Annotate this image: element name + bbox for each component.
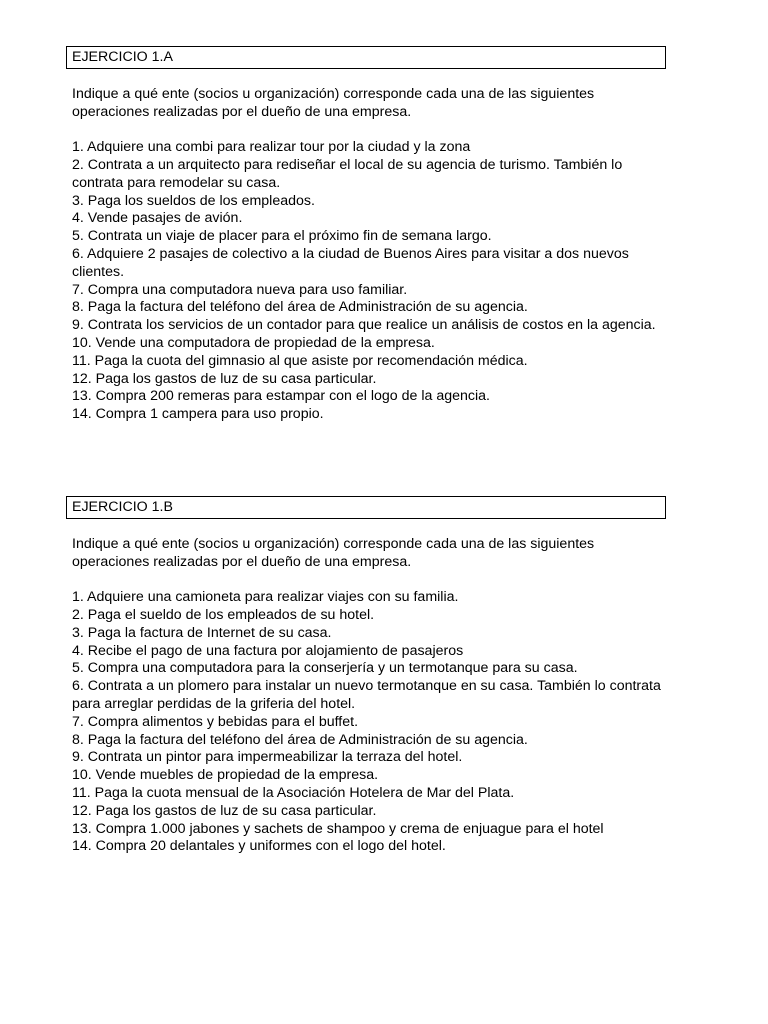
exercise-title: EJERCICIO 1.B	[72, 499, 173, 515]
list-item: 13. Compra 200 remeras para estampar con el logo de la agencia.	[72, 388, 490, 405]
list-item: 4. Vende pasajes de avión.	[72, 210, 243, 227]
list-item: 11. Paga la cuota del gimnasio al que asiste por recomendación médica.	[72, 352, 528, 369]
list-item: 7. Compra una computadora nueva para uso familiar.	[72, 281, 408, 298]
list-item: 6. Contrata a un plomero para instalar un nuevo termotanque en su casa. También lo contrata para arreglar perdidas de la griferia del hotel.	[72, 678, 661, 712]
list-item: 7. Compra alimentos y bebidas para el buffet.	[72, 713, 359, 730]
list-item: 14. Compra 20 delantales y uniformes con el logo del hotel.	[72, 838, 446, 855]
list-item: 10. Vende muebles de propiedad de la empresa.	[72, 767, 379, 784]
list-item: 5. Compra una computadora para la conserjería y un termotanque para su casa.	[72, 660, 578, 677]
list-item: 6. Adquiere 2 pasajes de colectivo a la ciudad de Buenos Aires para visitar a dos nuevos clientes.	[72, 245, 629, 280]
exercise-title-box	[66, 496, 666, 519]
list-item: 8. Paga la factura del teléfono del área de Administración de su agencia.	[72, 299, 528, 316]
exercise-section-b	[66, 496, 666, 856]
list-item: 9. Contrata un pintor para impermeabilizar la terraza del hotel.	[72, 749, 463, 766]
list-item: 12. Paga los gastos de luz de su casa particular.	[72, 802, 377, 819]
list-item: 3. Paga la factura de Internet de su casa.	[72, 624, 332, 641]
exercise-items-list	[66, 139, 666, 424]
list-item: 8. Paga la factura del teléfono del área de Administración de su agencia.	[72, 731, 528, 748]
list-item: 5. Contrata un viaje de placer para el próximo fin de semana largo.	[72, 228, 492, 245]
list-item: 1. Adquiere una combi para realizar tour por la ciudad y la zona	[72, 139, 471, 156]
list-item: 11. Paga la cuota mensual de la Asociación Hotelera de Mar del Plata.	[72, 784, 515, 801]
list-item: 1. Adquiere una camioneta para realizar viajes con su familia.	[72, 589, 459, 606]
exercise-items-list	[66, 589, 666, 856]
exercise-instructions: Indique a qué ente (socios u organización) corresponde cada una de las siguientes operaciones realizadas por el dueño de una empresa.	[72, 86, 595, 120]
exercise-instructions: Indique a qué ente (socios u organización) corresponde cada una de las siguientes operaciones realizadas por el dueño de una empresa.	[72, 536, 595, 570]
list-item: 12. Paga los gastos de luz de su casa particular.	[72, 370, 377, 387]
exercise-title: EJERCICIO 1.A	[72, 49, 173, 65]
list-item: 2. Contrata a un arquitecto para rediseñar el local de su agencia de turismo. También lo contrata para remodelar su casa.	[72, 156, 623, 191]
list-item: 4. Recibe el pago de una factura por alojamiento de pasajeros	[72, 642, 464, 659]
list-item: 13. Compra 1.000 jabones y sachets de shampoo y crema de enjuague para el hotel	[72, 820, 604, 837]
list-item: 14. Compra 1 campera para uso propio.	[72, 406, 324, 423]
list-item: 10. Vende una computadora de propiedad de la empresa.	[72, 334, 435, 351]
list-item: 2. Paga el sueldo de los empleados de su hotel.	[72, 606, 375, 623]
exercise-section-a	[66, 46, 666, 424]
exercise-title-box	[66, 46, 666, 69]
list-item: 3. Paga los sueldos de los empleados.	[72, 192, 315, 209]
list-item: 9. Contrata los servicios de un contador para que realice un análisis de costos en la agencia.	[72, 317, 656, 334]
